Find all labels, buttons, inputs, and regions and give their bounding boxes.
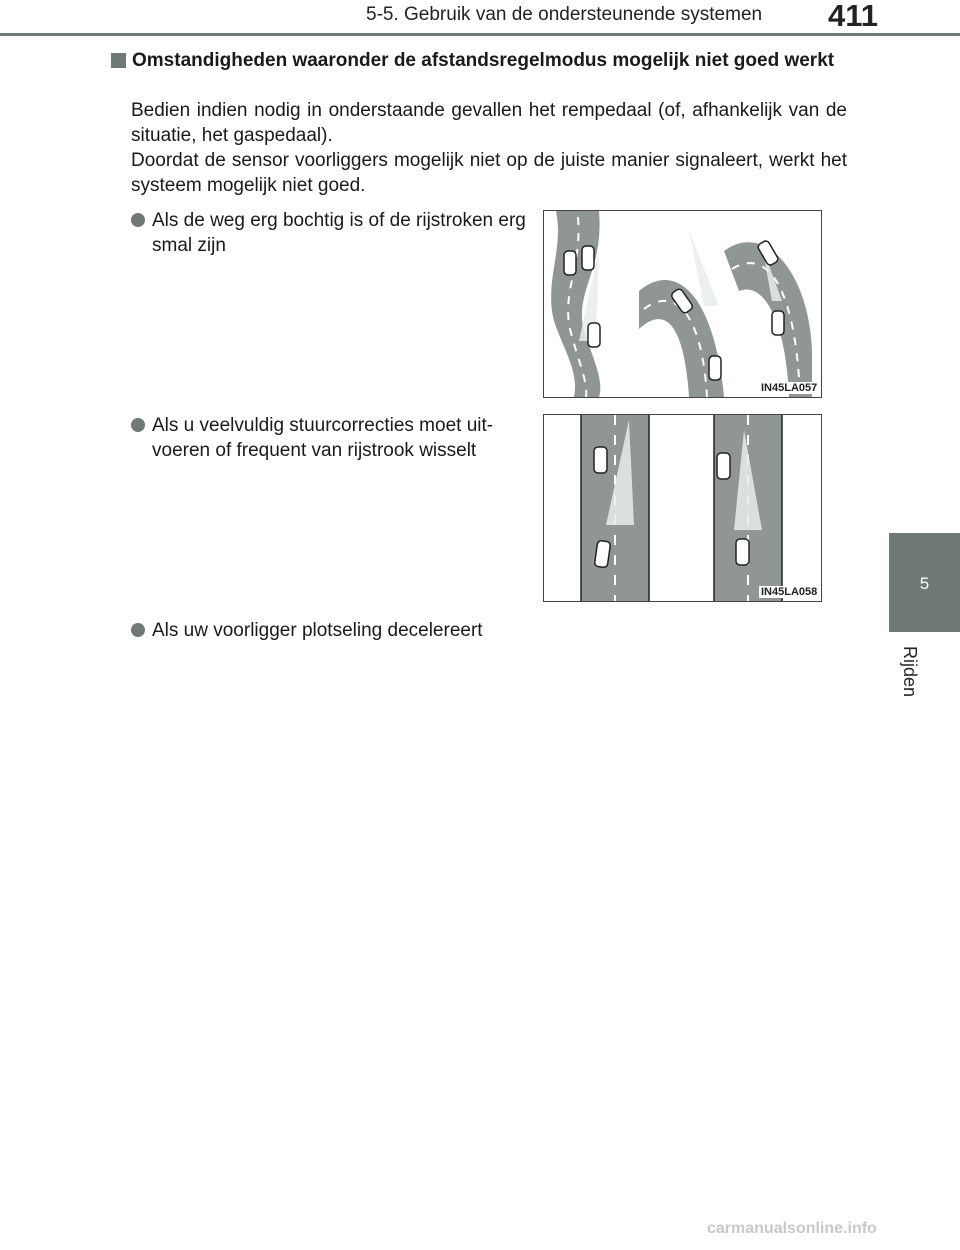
- header-section-title: 5-5. Gebruik van de ondersteunende systemen: [366, 4, 763, 25]
- chapter-tab: [889, 533, 960, 632]
- section-heading: [111, 48, 847, 73]
- bullet-item: [131, 208, 526, 258]
- figure-code: IN45LA057: [761, 382, 818, 394]
- intro-paragraph: [131, 98, 847, 198]
- circle-bullet-icon: [131, 418, 145, 432]
- figure-lane-changes: [543, 414, 822, 602]
- square-bullet-icon: [111, 53, 126, 68]
- section-heading-text: Omstandigheden waaronder de afstandsregelmodus mogelijk niet goed werkt: [132, 50, 835, 71]
- bullet-text: Als uw voorligger plotseling decelereert: [152, 620, 483, 641]
- page-number: 411: [828, 0, 879, 33]
- bullet-text: Als u veelvuldig stuurcorrecties moet uit-voeren of frequent van rijstrook wisselt: [152, 415, 494, 461]
- circle-bullet-icon: [131, 213, 145, 227]
- intro-line: Doordat de sensor voorliggers mogelijk niet op de juiste manier signaleert, werkt het systeem mogelijk niet goed.: [131, 150, 847, 196]
- bullet-text: Als de weg erg bochtig is of de rijstroken erg smal zijn: [152, 210, 526, 256]
- figure-code: IN45LA058: [761, 586, 818, 598]
- circle-bullet-icon: [131, 623, 145, 637]
- bullet-item: [131, 618, 631, 643]
- header-rule: [0, 33, 960, 36]
- chapter-label-container: [896, 646, 920, 706]
- curvy-roads-illustration: [544, 211, 821, 397]
- lane-change-illustration: [544, 415, 821, 601]
- watermark: carmanualsonline.info: [707, 1220, 877, 1237]
- chapter-label: Rijden: [900, 646, 920, 698]
- chapter-number: 5: [919, 574, 930, 593]
- intro-line: Bedien indien nodig in onderstaande gevallen het rempedaal (of, afhankelijk van de situatie, het gaspedaal).: [131, 100, 847, 146]
- bullet-item: [131, 413, 526, 463]
- figure-curvy-roads: [543, 210, 822, 398]
